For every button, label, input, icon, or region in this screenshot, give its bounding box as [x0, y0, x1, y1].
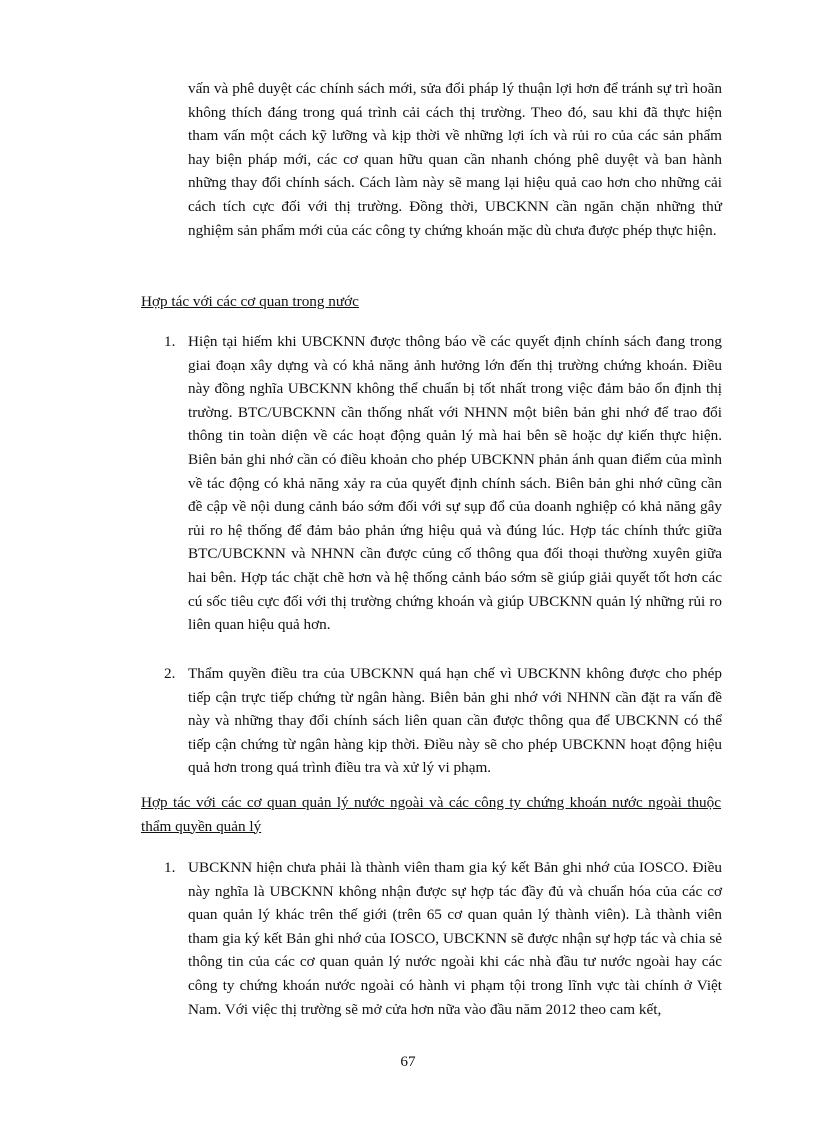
section-heading-domestic: Hợp tác với các cơ quan trong nước [141, 293, 359, 310]
list-item-number: 1. [164, 859, 176, 876]
list-item-number: 1. [164, 333, 176, 350]
page-number: 67 [400, 1053, 416, 1070]
list-item-text: UBCKNN hiện chưa phải là thành viên tham gia ký kết Bản ghi nhớ của IOSCO. Điều này nghĩa là UBCKNN không nhận được sự hợp tác đầy đủ và chuẩn hóa của các cơ quan quản lý khác trên thế giới (trên 65 cơ quan quản lý thành viên). Là thành viên tham gia ký kết Bản ghi nhớ của IOSCO, UBCKNN sẽ được nhận sự hợp tác và chia sẻ thông tin của các cơ quan quản lý nước ngoài khi các nhà đầu tư nước ngoài hay các công ty chứng khoán nước ngoài có hành vi phạm tội trong lĩnh vực tài chính ở Việt Nam. Với việc thị trường sẽ mở cửa hơn nữa vào đầu năm 2012 theo cam kết, [188, 859, 722, 1018]
list-item-text: Thẩm quyền điều tra của UBCKNN quá hạn chế vì UBCKNN không được cho phép tiếp cận trực tiếp chứng từ ngân hàng. Biên bản ghi nhớ với NHNN cần đặt ra vấn đề này và những thay đổi chính sách liên quan cần được thông qua để UBCKNN có thể tiếp cận chứng từ ngân hàng kịp thời. Điều này sẽ cho phép UBCKNN hoạt động hiệu quả hơn trong quá trình điều tra và xử lý vi phạm. [188, 665, 722, 777]
list-item-text: Hiện tại hiếm khi UBCKNN được thông báo về các quyết định chính sách đang trong giai đoạn xây dựng và có khả năng ảnh hưởng lớn đến thị trường chứng khoán. Điều này đồng nghĩa UBCKNN không thể chuẩn bị tốt nhất trong việc đảm bảo ổn định thị trường. BTC/UBCKNN cần thống nhất với NHNN một biên bản ghi nhớ để trao đổi thông tin toàn diện về các hoạt động quản lý mà hai bên sẽ hoặc dự kiến thực hiện. Biên bản ghi nhớ cần có điều khoản cho phép UBCKNN phản ánh quan điểm của mình về tác động có khả năng xảy ra của quyết định chính sách. Biên bản ghi nhớ cũng cần đề cập về nội dung cảnh báo sớm đối với sự sụp đổ của doanh nghiệp có khả năng gây rủi ro hệ thống để đảm bảo phản ứng hiệu quả và đúng lúc. Hợp tác chính thức giữa BTC/UBCKNN và NHNN cần được củng cố thông qua đối thoại thường xuyên giữa hai bên. Hợp tác chặt chẽ hơn và hệ thống cảnh báo sớm sẽ giúp giải quyết tốt hơn các cú sốc tiêu cực đối với thị trường chứng khoán và giúp UBCKNN quản lý những rủi ro liên quan hiệu quả hơn. [188, 333, 722, 634]
section-heading-foreign: Hợp tác với các cơ quan quản lý nước ngoài và các công ty chứng khoán nước ngoài thuộc thẩm quyền quản lý [141, 794, 721, 835]
intro-paragraph: vấn và phê duyệt các chính sách mới, sửa đổi pháp lý thuận lợi hơn để tránh sự trì hoãn không thích đáng trong quá trình cải cách thị trường. Theo đó, sau khi đã thực hiện tham vấn một cách kỹ lưỡng và kịp thời về những lợi ích và rủi ro của các sản phẩm hay biện pháp mới, các cơ quan hữu quan cần nhanh chóng phê duyệt và ban hành những thay đổi chính sách. Cách làm này sẽ mang lại hiệu quả cao hơn cho những cải cách tích cực đối với thị trường. Đồng thời, UBCKNN cần ngăn chặn những thử nghiệm sản phẩm mới của các công ty chứng khoán mặc dù chưa được phép thực hiện. [188, 80, 722, 239]
list-item-number: 2. [164, 665, 176, 682]
